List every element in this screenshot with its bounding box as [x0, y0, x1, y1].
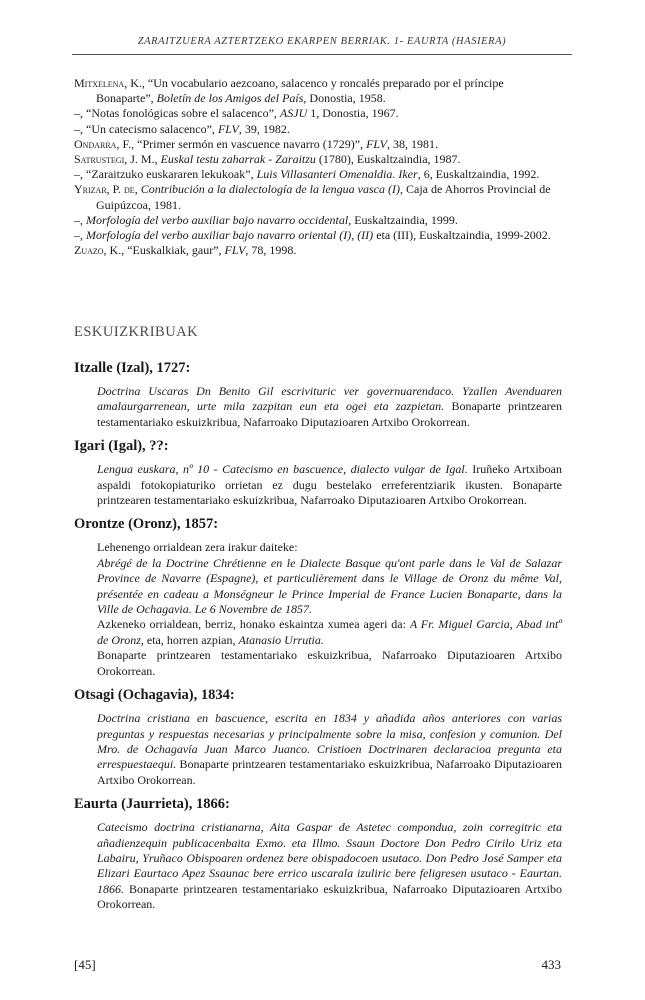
manuscript-paragraph: [97, 540, 562, 555]
manuscript-text: Atanasio Urrutia.: [238, 632, 324, 647]
manuscript-paragraph: [97, 820, 562, 912]
manuscript-text: Bonaparte printzearen testamentariako eskuizkribua, Nafarroako Diputazioaren Artxibo Orokorrean.: [97, 757, 562, 787]
bib-pre: –, “Notas fonológicas sobre el salacenco”,: [74, 106, 280, 121]
bib-title: Morfología del verbo auxiliar bajo navarro oriental (I), (II): [86, 228, 374, 243]
bib-title: Boletín de los Amigos del País: [156, 91, 304, 106]
manuscript-text: Abrégé de la Doctrine Chrétienne en le Dialecte Basque qu'ont parle dans le Val de Salazar Province de Navarre (Espagne), et particulièrement dans le Village de Oronz du même Val, présentée en cadeau a Monségneur le Prince Imperial de France Lucien Bonaparte, dans la Ville de Ochagavia. Le 6 Novembre de 1857.: [97, 555, 562, 617]
footer-section-number: [45]: [74, 957, 96, 972]
manuscript-paragraph: [97, 384, 562, 430]
bib-pre: ,: [134, 182, 141, 197]
manuscript-text: Doctrina cristiana en bascuence, escrita en 1834 y añadida años anteriores con varias preguntas y respuestas necesarias y principalmente sobre la misa, confesion y comunion. Del Mro. de Ochagavía Juan Marco Juanco. Cristioen Doctrinaren declaracioa pregunta eta errespuestaequi.: [97, 711, 562, 772]
bib-post: eta (III), Euskaltzaindia, 1999-2002.: [373, 228, 551, 243]
manuscript-text: Bonaparte printzearen testamentariako eskuizkribua, Nafarroako Diputazioaren Artxibo Orokorrean.: [97, 648, 562, 678]
manuscript-text: A Fr. Miguel Garcia, Abad intº de Oronz: [97, 617, 563, 647]
bib-post: , Donostia, 1958.: [303, 91, 386, 106]
manuscript-text: , eta, horren azpian,: [140, 632, 239, 647]
section-title: ESKUIZKRIBUAK: [74, 324, 199, 340]
bib-title: FLV: [224, 243, 246, 258]
manuscript-paragraph: [97, 711, 562, 788]
bib-title: Euskal testu zaharrak - Zaraitzu: [160, 152, 316, 167]
bib-entry: [74, 167, 560, 182]
bib-entry: [74, 137, 560, 152]
manuscript-text: Azkeneko orrialdean, berriz, honako eskaintza xumea ageri da:: [97, 617, 410, 632]
manuscript-paragraph: [97, 462, 562, 508]
manuscript-entry: [74, 796, 562, 912]
bib-title: FLV: [366, 136, 387, 151]
manuscript-entry: [74, 516, 562, 679]
manuscript-text: Bonaparte printzearen testamentariako eskuizkribua, Nafarroako Diputazioaren Artxibo Orokorrean.: [97, 399, 562, 429]
bib-post: , Caja de Ahorros Provincial de Guipúzcoa, 1981.: [96, 182, 551, 212]
manuscript-entry: [74, 360, 562, 430]
bib-entry: [74, 213, 560, 228]
manuscript-paragraph: [97, 617, 562, 648]
bib-author: Yrizar, P. de: [74, 182, 135, 197]
manuscript-paragraph: [97, 648, 562, 679]
bib-pre: –,: [74, 228, 86, 243]
manuscripts-list: [74, 360, 562, 921]
manuscript-paragraph: [97, 556, 562, 618]
bib-pre: –, “Un catecismo salacenco”,: [74, 121, 218, 136]
manuscript-text: Bonaparte printzearen testamentariako eskuizkribua, Nafarroako Diputazioaren Artxibo Orokorrean.: [97, 881, 562, 912]
bib-pre: –,: [74, 212, 86, 227]
running-header: ZARAITZUERA AZTERTZEKO EKARPEN BERRIAK. 1- EAURTA (HASIERA): [137, 36, 507, 47]
bib-pre: ,: [154, 152, 161, 167]
bib-post: , 39, 1982.: [238, 121, 290, 136]
bib-post: , 78, 1998.: [245, 243, 297, 258]
bib-title: ASJU: [279, 106, 308, 121]
header-rule: [72, 54, 572, 55]
bib-title: Morfología del verbo auxiliar bajo navarro occidental: [86, 212, 349, 227]
bib-pre: , “Un vocabulario aezcoano, salacenco y roncalés preparado por el príncipe Bonaparte”,: [96, 76, 504, 106]
manuscript-entry: [74, 687, 562, 788]
bib-post: , Euskaltzaindia, 1999.: [348, 212, 458, 227]
bib-pre: , “Primer sermón en vascuence navarro (1729)”,: [131, 136, 367, 151]
manuscript-text: Doctrina Uscaras Dn Benito Gil escrivituric ver governuarendaco. Yzallen Avenduaren amalaurgarrenean, urte mila zazpitan eun eta ogei eta zazpietan.: [97, 384, 562, 414]
bibliography-list: [74, 76, 560, 258]
bib-post: 1, Donostia, 1967.: [307, 106, 399, 121]
manuscript-entry: [74, 438, 562, 508]
bib-author: Zuazo, K.: [74, 243, 122, 258]
bib-entry: [74, 228, 560, 243]
bib-author: Satrustegi, J. M.: [74, 152, 155, 167]
bib-entry: [74, 243, 560, 258]
manuscript-heading: Orontze (Oronz), 1857:: [74, 516, 219, 533]
bib-pre: –, “Zaraitzuko euskararen lekukoak”,: [74, 167, 257, 182]
bib-title: FLV: [217, 121, 239, 136]
bib-entry: [74, 182, 560, 212]
manuscript-heading: Otsagi (Ochagavia), 1834:: [74, 687, 235, 704]
bib-entry: [74, 122, 560, 137]
bib-entry: [74, 152, 560, 167]
manuscript-text: Iruñeko Artxiboan aspaldi fotokopiaturiko orrietan ez dugu bestelako erreferentziarik ikusten. Bonaparte printzearen testamentariako eskuizkribua, Nafarroako Diputazioaren Artxibo Orokorrean.: [97, 462, 563, 508]
bib-title: Contribución a la dialectología de la lengua vasca (I): [140, 182, 400, 197]
bib-post: (1780), Euskaltzaindia, 1987.: [315, 152, 461, 167]
bib-post: , 38, 1981.: [386, 136, 438, 151]
page-number: 433: [541, 957, 561, 972]
manuscript-heading: Itzalle (Izal), 1727:: [74, 360, 191, 376]
bib-author: Mitxelena, K.: [74, 76, 142, 90]
manuscript-text: Lehenengo orrialdean zera irakur daiteke:: [97, 540, 298, 555]
bib-title: Luis Villasanteri Omenaldia. Iker: [256, 167, 418, 182]
bib-post: , 6, Euskaltzaindia, 1992.: [417, 167, 540, 182]
bib-pre: , “Euskalkiak, gaur”,: [121, 243, 225, 258]
bib-entry: [74, 76, 560, 106]
manuscript-text: Lengua euskara, nº 10 - Catecismo en bascuence, dialecto vulgar de Igal.: [97, 462, 468, 477]
bib-entry: [74, 106, 560, 121]
manuscript-heading: Eaurta (Jaurrieta), 1866:: [74, 796, 230, 813]
manuscript-text: Catecismo doctrina cristianarna, Aita Gaspar de Astetec compondua, zoin corregitric eta añadienzequin publicacenbaita Exmo. eta Illmo. Ssaun Doctore Don Pedro Cirilo Uriz eta Labairu, Yruñaco Obispoaren ordenez bere obispadocoen usutaco. Don Pedro José Samper eta Elizari Eaurtaco Apez Ssaunac bere errico uscarala izuliric bere feligresen usutaco - Eaurtan. 1866.: [97, 820, 562, 896]
bib-author: Ondarra, F.: [74, 136, 132, 151]
manuscript-heading: Igari (Igal), ??:: [74, 438, 169, 455]
